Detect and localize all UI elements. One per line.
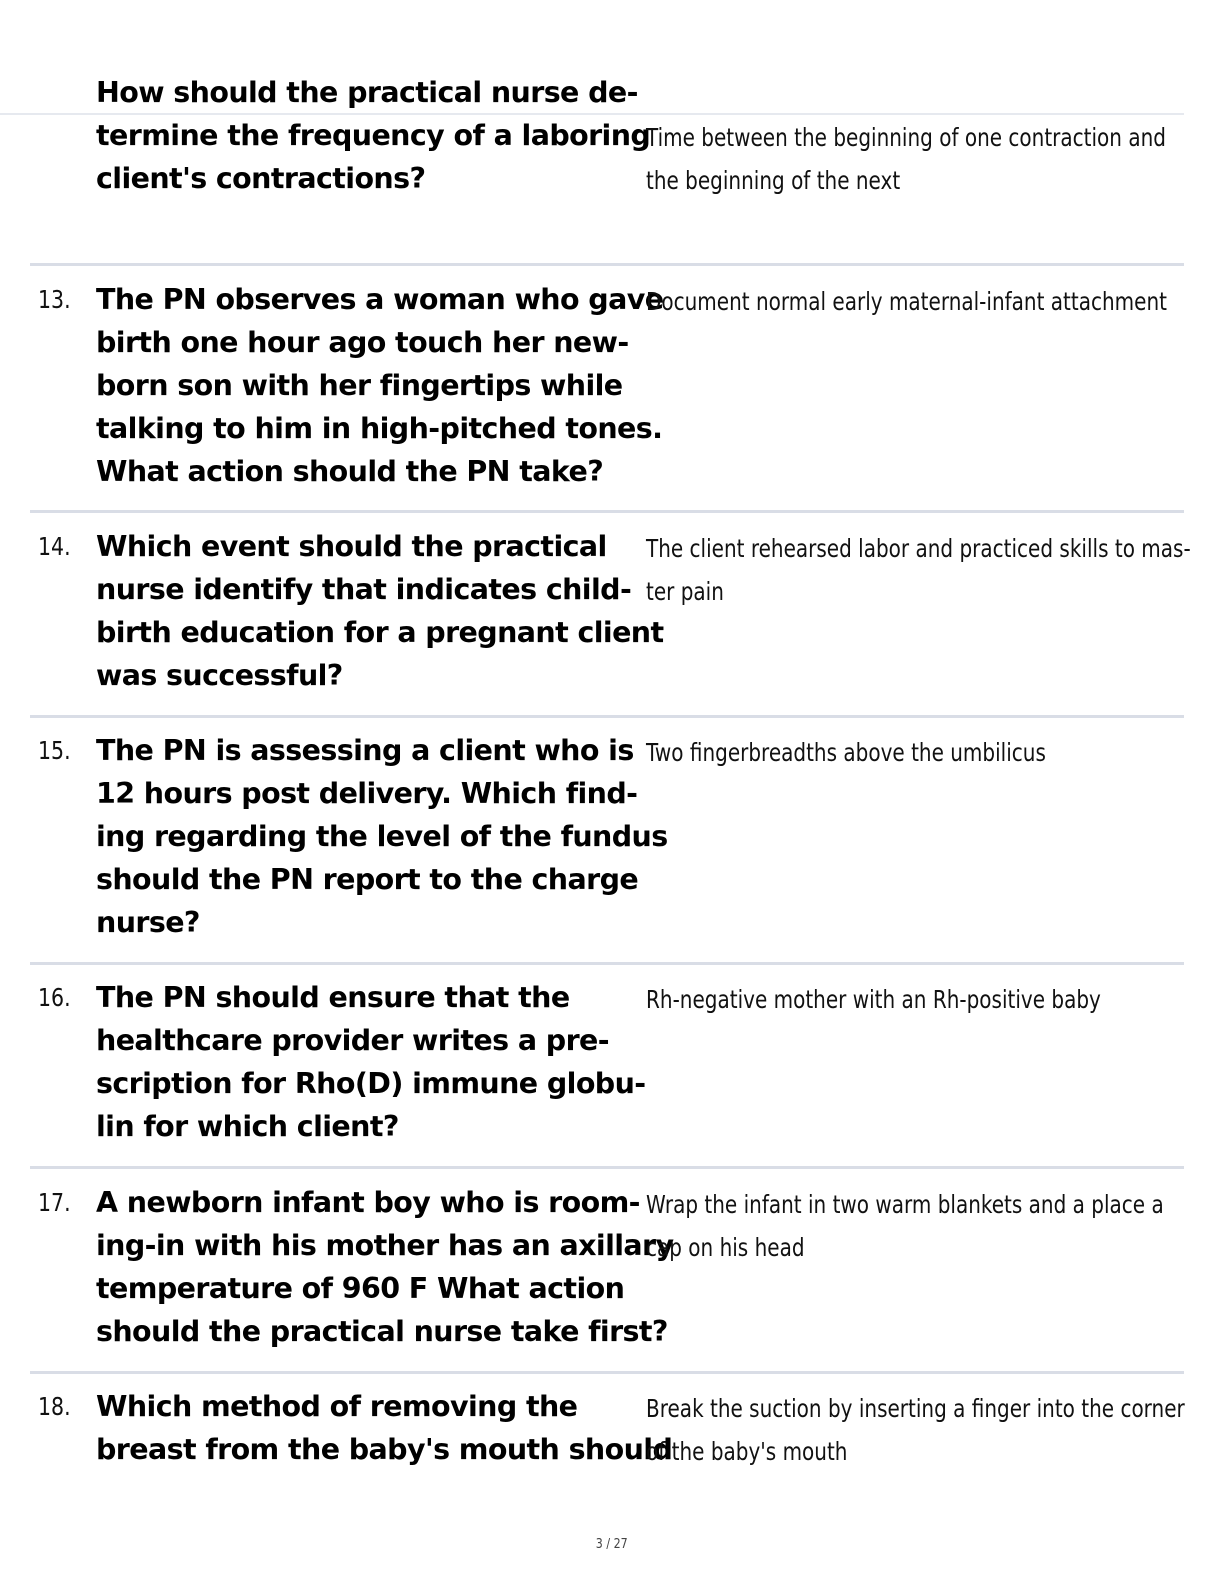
question-text: Which method of removing the breast from the baby's mouth should — [96, 1390, 673, 1466]
answer-text: Document normal early maternal-infant attachment — [646, 287, 1167, 316]
question-text: The PN should ensure that the healthcare provider writes a pre- scription for Rho(D) immune globu- lin for which client? — [96, 981, 646, 1143]
divider-14 — [30, 510, 1184, 513]
answer-text: Break the suction by inserting a finger into the corner of the baby's mouth — [646, 1394, 1185, 1466]
divider-15 — [30, 715, 1184, 718]
card-number: 14. — [38, 532, 71, 561]
question-text: A newborn infant boy who is room- ing-in with his mother has an axillary temperature of 960 F What action should the practical nurse take first? — [96, 1186, 674, 1348]
question-text: The PN observes a woman who gave birth one hour ago touch her new- born son with her fingertips while talking to him in high-pitched tones. What action should the PN take? — [96, 283, 664, 488]
question-text: Which event should the practical nurse identify that indicates child- birth education for a pregnant client was successful? — [96, 530, 664, 692]
question-text: How should the practical nurse de- termine the frequency of a laboring client's contractions? — [96, 76, 651, 195]
divider-18 — [30, 1371, 1184, 1374]
card-number: 13. — [38, 285, 71, 314]
card-number: 15. — [38, 736, 71, 765]
answer-text: The client rehearsed labor and practiced skills to mas- ter pain — [646, 534, 1191, 606]
question-text: The PN is assessing a client who is 12 hours post delivery. Which find- ing regarding the level of the fundus should the PN report to the charge nurse? — [96, 734, 668, 939]
divider-16 — [30, 962, 1184, 965]
answer-text: Time between the beginning of one contraction and the beginning of the next — [646, 123, 1166, 195]
page-number-label: 3 / 27 — [596, 1537, 628, 1552]
divider-13 — [30, 263, 1184, 266]
answer-text: Wrap the infant in two warm blankets and a place a cap on his head — [646, 1190, 1164, 1262]
answer-text: Two fingerbreadths above the umbilicus — [646, 738, 1046, 767]
answer-text: Rh-negative mother with an Rh-positive baby — [646, 985, 1101, 1014]
divider-17 — [30, 1166, 1184, 1169]
card-number: 16. — [38, 983, 71, 1012]
card-number: 17. — [38, 1188, 71, 1217]
card-number: 18. — [38, 1392, 71, 1421]
page-number — [0, 1537, 1224, 1552]
